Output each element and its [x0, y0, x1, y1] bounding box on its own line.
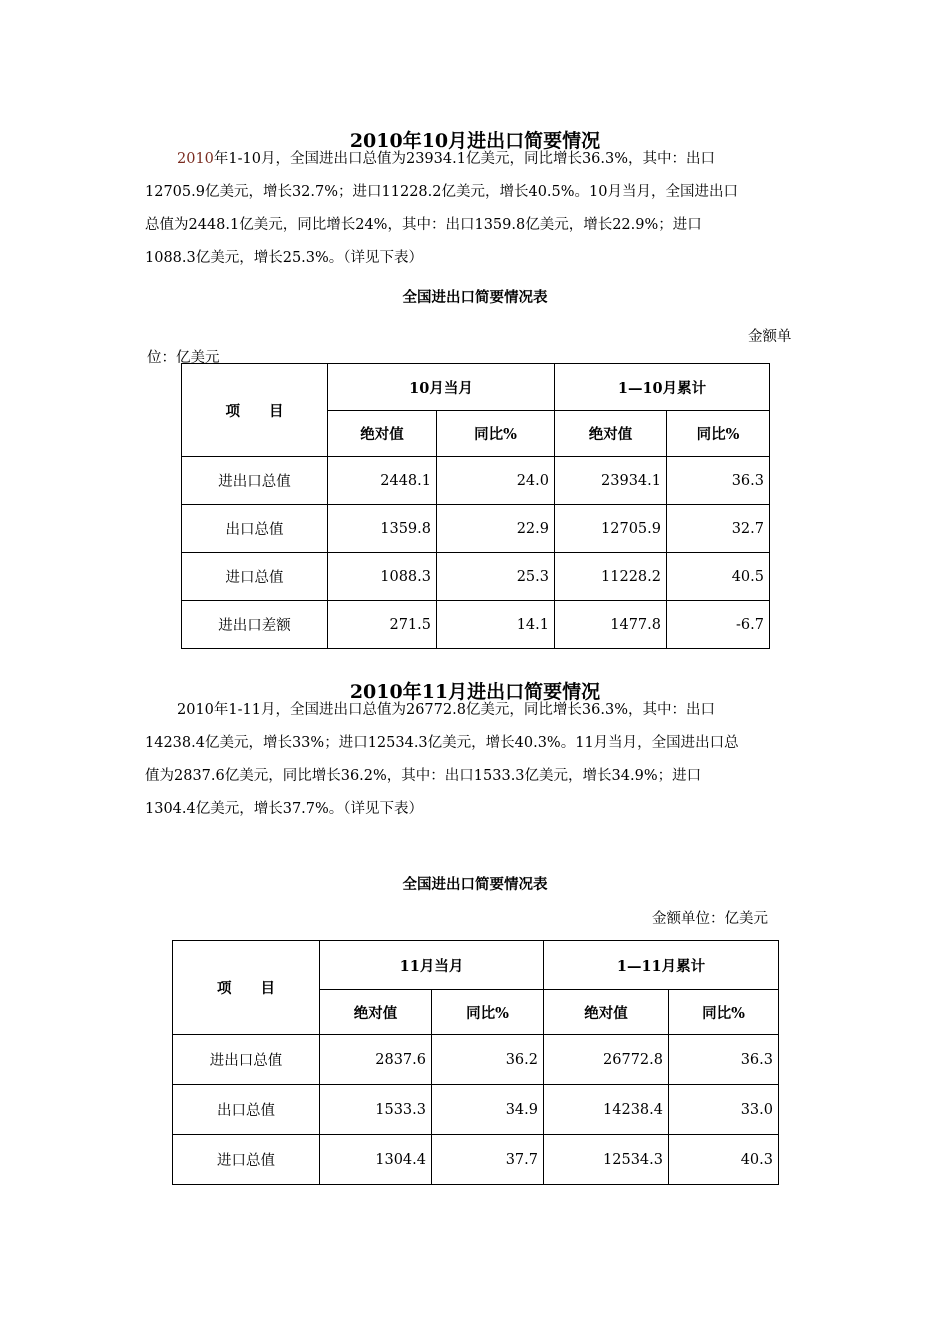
cell-value: 26772.8	[544, 1035, 669, 1085]
table-row	[182, 601, 770, 649]
section1-table-caption: 全国进出口简要情况表	[402, 289, 548, 306]
row-label: 出口总值	[173, 1085, 320, 1135]
abs-value-header: 绝对值	[544, 990, 669, 1035]
abs-value-header: 绝对值	[320, 990, 432, 1035]
para-line: 2010年1-10月，全国进出口总值为23934.1亿美元，同比增长36.3%，其中：出口	[177, 151, 716, 167]
cell-value: 40.5	[667, 553, 770, 601]
para-line: 1088.3亿美元，增长25.3%。（详见下表）	[145, 250, 424, 266]
abs-value-header: 绝对值	[328, 411, 437, 457]
row-label: 进出口总值	[173, 1035, 320, 1085]
period-header: 10月当月	[328, 364, 555, 411]
table-row	[173, 1035, 779, 1085]
para-line: 2010年1-11月，全国进出口总值为26772.8亿美元，同比增长36.3%，其中：出口	[177, 702, 715, 718]
cell-value: 12705.9	[555, 505, 667, 553]
yoy-header: 同比%	[669, 990, 779, 1035]
cell-value: 40.3	[669, 1135, 779, 1185]
section2-title: 2010年11月进出口简要情况	[349, 681, 601, 703]
cell-value: 1477.8	[555, 601, 667, 649]
section1-unit-part2: 位：亿美元	[147, 350, 220, 366]
cell-value: 37.7	[432, 1135, 544, 1185]
yoy-header: 同比%	[667, 411, 770, 457]
cell-value: 32.7	[667, 505, 770, 553]
section1-table	[181, 363, 770, 649]
item-header: 项 目	[182, 364, 328, 457]
section1-paragraph	[145, 143, 805, 275]
para-line: 值为2837.6亿美元，同比增长36.2%，其中：出口1533.3亿美元，增长34.9%；进口	[145, 768, 702, 784]
para-line: 总值为2448.1亿美元，同比增长24%，其中：出口1359.8亿美元，增长22.9%；进口	[145, 217, 702, 233]
cell-value: 25.3	[437, 553, 555, 601]
cell-value: 36.3	[669, 1035, 779, 1085]
cell-value: 24.0	[437, 457, 555, 505]
section2-table	[172, 940, 779, 1185]
cell-value: 22.9	[437, 505, 555, 553]
section2-unit: 金额单位：亿美元	[652, 911, 768, 927]
para-line: 14238.4亿美元，增长33%；进口12534.3亿美元，增长40.3%。11月当月，全国进出口总	[145, 735, 739, 751]
cell-value: 2837.6	[320, 1035, 432, 1085]
table-row	[173, 1135, 779, 1185]
cell-value: 33.0	[669, 1085, 779, 1135]
cell-value: 14.1	[437, 601, 555, 649]
cell-value: -6.7	[667, 601, 770, 649]
table-row	[173, 1085, 779, 1135]
cell-value: 34.9	[432, 1085, 544, 1135]
yoy-header: 同比%	[432, 990, 544, 1035]
row-label: 进出口差额	[182, 601, 328, 649]
cell-value: 1533.3	[320, 1085, 432, 1135]
cell-value: 1088.3	[328, 553, 437, 601]
section1-title: 2010年10月进出口简要情况	[349, 130, 601, 152]
cell-value: 2448.1	[328, 457, 437, 505]
row-label: 出口总值	[182, 505, 328, 553]
cumulative-header: 1—10月累计	[555, 364, 770, 411]
para-line: 12705.9亿美元，增长32.7%；进口11228.2亿美元，增长40.5%。10月当月，全国进出口	[145, 184, 738, 200]
row-label: 进出口总值	[182, 457, 328, 505]
cell-value: 36.3	[667, 457, 770, 505]
cumulative-header: 1—11月累计	[544, 941, 779, 990]
cell-value: 271.5	[328, 601, 437, 649]
table-row	[182, 553, 770, 601]
section2-paragraph	[145, 694, 805, 826]
item-header: 项 目	[173, 941, 320, 1035]
table-row	[182, 457, 770, 505]
cell-value: 1359.8	[328, 505, 437, 553]
section2-table-caption: 全国进出口简要情况表	[402, 876, 548, 893]
row-label: 进口总值	[173, 1135, 320, 1185]
cell-value: 11228.2	[555, 553, 667, 601]
para-year: 2010	[177, 151, 214, 167]
section1-unit-part1: 金额单	[748, 329, 792, 345]
abs-value-header: 绝对值	[555, 411, 667, 457]
cell-value: 23934.1	[555, 457, 667, 505]
row-label: 进口总值	[182, 553, 328, 601]
para-line: 1304.4亿美元，增长37.7%。（详见下表）	[145, 801, 424, 817]
yoy-header: 同比%	[437, 411, 555, 457]
cell-value: 14238.4	[544, 1085, 669, 1135]
cell-value: 1304.4	[320, 1135, 432, 1185]
period-header: 11月当月	[320, 941, 544, 990]
cell-value: 12534.3	[544, 1135, 669, 1185]
table-row	[182, 505, 770, 553]
cell-value: 36.2	[432, 1035, 544, 1085]
